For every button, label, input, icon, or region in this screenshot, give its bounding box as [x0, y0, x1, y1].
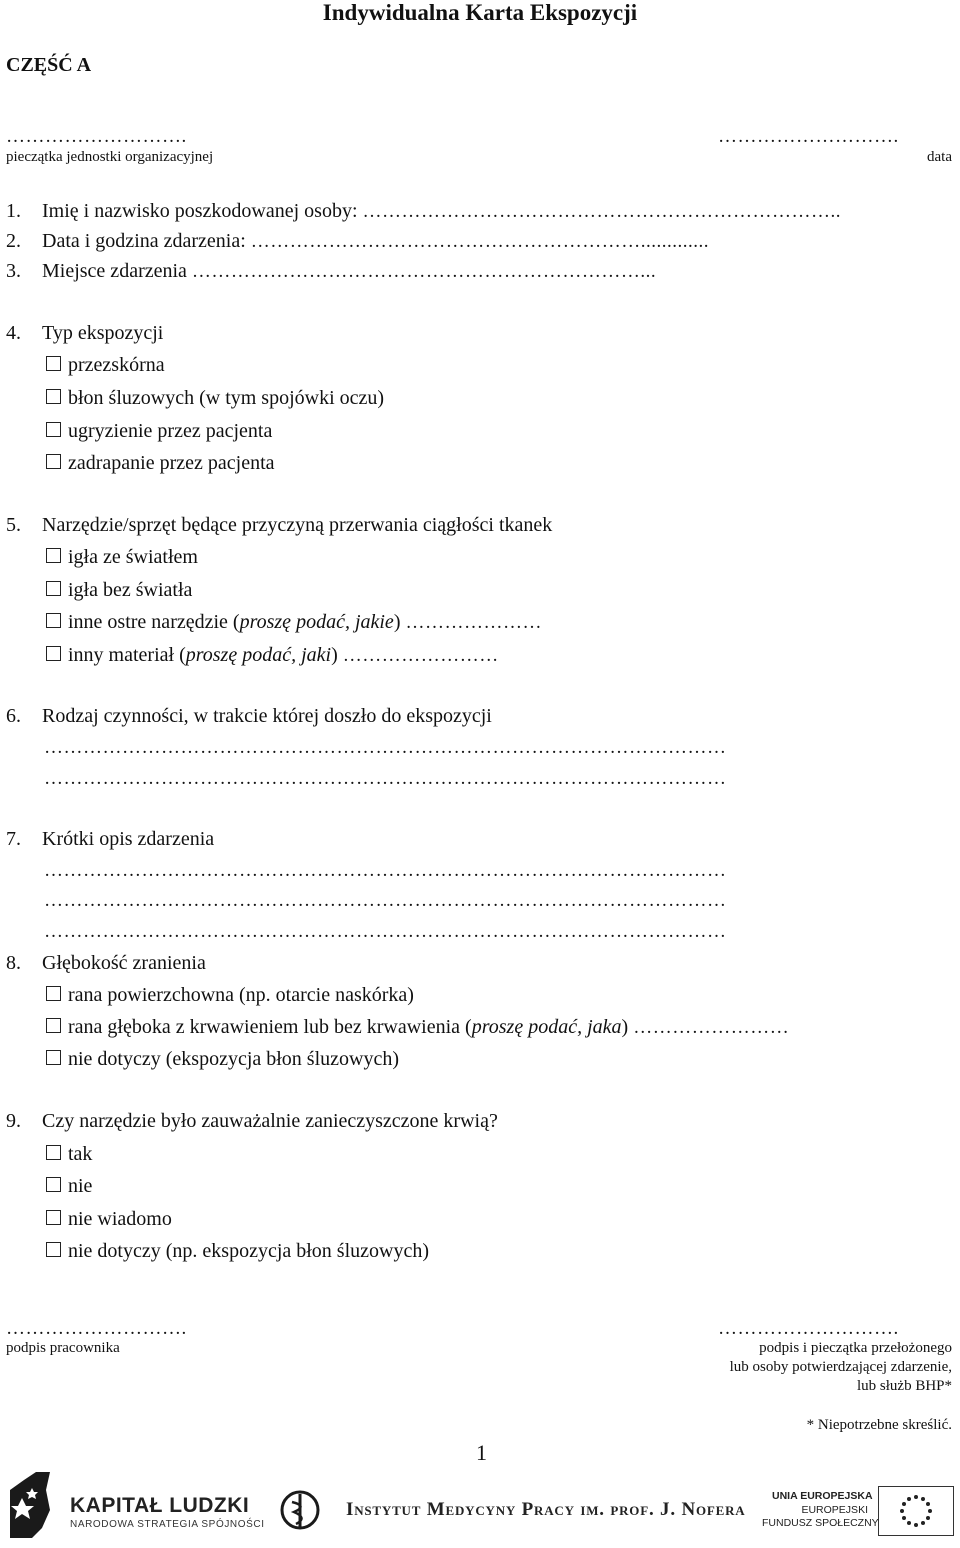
- checkbox[interactable]: [46, 356, 61, 371]
- q1-number: 1.: [6, 200, 21, 222]
- q6-fill-line-1[interactable]: ……………………………………………………………………………………………: [44, 737, 727, 758]
- q7-fill-line-3[interactable]: ……………………………………………………………………………………………: [44, 921, 727, 942]
- q2-row: [42, 230, 709, 253]
- eu-label-2: EUROPEJSKI: [801, 1504, 868, 1516]
- q7-label: Krótki opis zdarzenia: [42, 828, 215, 850]
- q4-option-2[interactable]: błon śluzowych (w tym spojówki oczu): [46, 387, 384, 410]
- q2-number: 2.: [6, 230, 21, 252]
- q9-option-3[interactable]: nie wiadomo: [46, 1208, 172, 1231]
- checkbox[interactable]: [46, 1050, 61, 1065]
- checkbox[interactable]: [46, 1177, 61, 1192]
- stamp-label: pieczątka jednostki organizacyjnej: [6, 149, 214, 165]
- checkbox[interactable]: [46, 581, 61, 596]
- footnote: * Niepotrzebne skreślić.: [806, 1417, 952, 1433]
- kapital-ludzki-logo-icon: [6, 1470, 54, 1540]
- supervisor-label-1: podpis i pieczątka przełożonego: [759, 1340, 952, 1356]
- checkbox[interactable]: [46, 454, 61, 469]
- q4-option-4[interactable]: zadrapanie przez pacjenta: [46, 452, 275, 475]
- checkbox[interactable]: [46, 613, 61, 628]
- question-1: [6, 200, 21, 223]
- checkbox[interactable]: [46, 1145, 61, 1160]
- checkbox[interactable]: [46, 986, 61, 1001]
- checkbox[interactable]: [46, 422, 61, 437]
- q3-number: 3.: [6, 260, 21, 282]
- checkbox[interactable]: [46, 389, 61, 404]
- q7-fill-line-1[interactable]: ……………………………………………………………………………………………: [44, 860, 727, 881]
- employee-signature-label: podpis pracownika: [6, 1340, 120, 1356]
- kapital-ludzki-subtitle: NARODOWA STRATEGIA SPÓJNOŚCI: [70, 1519, 265, 1530]
- date-dots: ……………………….: [718, 126, 899, 147]
- q5-option-2[interactable]: igła bez światła: [46, 579, 192, 602]
- institute-name: Instytut Medycyny Pracy im. prof. J. Nofera: [346, 1499, 746, 1520]
- part-heading: CZĘŚĆ A: [6, 54, 92, 76]
- eu-flag-icon: [878, 1486, 954, 1536]
- q1-row: [42, 200, 841, 223]
- q3-fill-line[interactable]: ……………………………………………………………...: [191, 261, 657, 282]
- eu-label-1: UNIA EUROPEJSKA: [772, 1490, 873, 1502]
- q1-label: Imię i nazwisko poszkodowanej osoby:: [42, 200, 358, 222]
- q4-option-1[interactable]: przezskórna: [46, 354, 165, 377]
- q4-number: 4.: [6, 322, 21, 344]
- q4-label: Typ ekspozycji: [42, 322, 164, 344]
- q8-option-3[interactable]: nie dotyczy (ekspozycja błon śluzowych): [46, 1048, 399, 1071]
- q8-option-1[interactable]: rana powierzchowna (np. otarcie naskórka): [46, 984, 414, 1007]
- q8-label: Głębokość zranienia: [42, 952, 206, 974]
- q5-label: Narzędzie/sprzęt będące przyczyną przerwania ciągłości tkanek: [42, 514, 553, 536]
- q5-option-1[interactable]: igła ze światłem: [46, 546, 198, 569]
- q9-number: 9.: [6, 1110, 21, 1132]
- q8-option-2[interactable]: rana głęboka z krwawieniem lub bez krwawienia (proszę podać, jaka) ……………………: [46, 1016, 789, 1039]
- supervisor-label-2: lub osoby potwierdzającej zdarzenie,: [729, 1359, 952, 1375]
- q7-fill-line-2[interactable]: ……………………………………………………………………………………………: [44, 890, 727, 911]
- q8-number: 8.: [6, 952, 21, 974]
- q9-label: Czy narzędzie było zauważalnie zanieczyszczone krwią?: [42, 1110, 498, 1132]
- q9-option-1[interactable]: tak: [46, 1143, 92, 1166]
- supervisor-label-3: lub służb BHP*: [856, 1378, 952, 1394]
- q7-number: 7.: [6, 828, 21, 850]
- question-2: [6, 230, 21, 253]
- q3-label: Miejsce zdarzenia: [42, 260, 187, 282]
- checkbox[interactable]: [46, 548, 61, 563]
- institute-caduceus-icon: [280, 1488, 320, 1532]
- q1-fill-line[interactable]: ………………………………………………………………..: [362, 201, 841, 222]
- q5-option-4[interactable]: inny materiał (proszę podać, jaki) ……………………: [46, 644, 499, 667]
- employee-signature-line[interactable]: ……………………….: [6, 1318, 187, 1339]
- q9-option-4[interactable]: nie dotyczy (np. ekspozycja błon śluzowych): [46, 1240, 429, 1263]
- date-label: data: [927, 149, 952, 165]
- q5-option-3-fill[interactable]: …………………: [405, 612, 542, 633]
- supervisor-signature-line[interactable]: ……………………….: [718, 1318, 899, 1339]
- kapital-ludzki-title: KAPITAŁ LUDZKI: [70, 1494, 250, 1517]
- q2-fill-line[interactable]: …………………………………………………….............: [250, 231, 710, 252]
- q9-option-2[interactable]: nie: [46, 1175, 92, 1198]
- checkbox[interactable]: [46, 1242, 61, 1257]
- q6-fill-line-2[interactable]: ……………………………………………………………………………………………: [44, 768, 727, 789]
- q2-label: Data i godzina zdarzenia:: [42, 230, 246, 252]
- question-3: [6, 260, 21, 283]
- q6-label: Rodzaj czynności, w trakcie której doszło do ekspozycji: [42, 705, 492, 727]
- page-title: Indywidualna Karta Ekspozycji: [322, 0, 638, 25]
- eu-label-3: FUNDUSZ SPOŁECZNY: [762, 1517, 879, 1529]
- stamp-dots: ……………………….: [6, 126, 187, 147]
- checkbox[interactable]: [46, 1018, 61, 1033]
- page-number: 1: [476, 1440, 487, 1465]
- q5-number: 5.: [6, 514, 21, 536]
- checkbox[interactable]: [46, 1210, 61, 1225]
- q6-number: 6.: [6, 705, 21, 727]
- checkbox[interactable]: [46, 646, 61, 661]
- q5-option-4-fill[interactable]: ……………………: [342, 645, 499, 666]
- q3-row: [42, 260, 656, 283]
- q5-option-3[interactable]: inne ostre narzędzie (proszę podać, jakie) …………………: [46, 611, 542, 634]
- q8-option-2-fill[interactable]: ……………………: [633, 1017, 790, 1038]
- q4-option-3[interactable]: ugryzienie przez pacjenta: [46, 420, 272, 443]
